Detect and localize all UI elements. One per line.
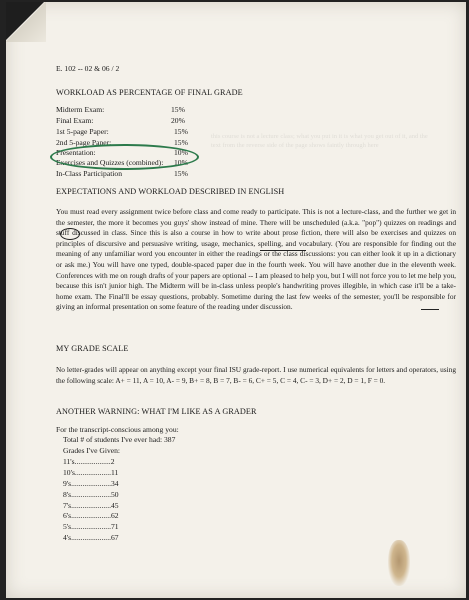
workload-value: 15%: [174, 127, 188, 136]
grade-distribution-item: 7's.....................45: [63, 500, 119, 510]
expectations-heading: EXPECTATIONS AND WORKLOAD DESCRIBED IN ENGLISH: [56, 187, 285, 196]
grade-scale-paragraph: [56, 365, 456, 386]
workload-label: 1st 5-page Paper:: [56, 127, 109, 136]
expectations-paragraph: [56, 207, 456, 313]
show-through-text: this course is not a lecture class; what you put in it is what you get out of it, and the text from the reverse side of the page shows faintly through here: [211, 133, 428, 149]
warning-heading: ANOTHER WARNING: WHAT I'M LIKE AS A GRADER: [56, 407, 257, 416]
warning-intro: For the transcript-conscious among you:: [56, 425, 179, 434]
workload-value: 10%: [174, 148, 188, 157]
workload-value: 15%: [174, 169, 188, 178]
workload-label: 2nd 5-page Paper:: [56, 138, 112, 147]
workload-label: In-Class Participation: [56, 169, 123, 178]
grade-distribution-item: 8's.....................50: [63, 489, 119, 499]
grade-distribution-item: 9's.....................34: [63, 478, 119, 488]
workload-value: 10%: [174, 158, 188, 167]
pen-circle-aka: [60, 228, 80, 240]
grade-distribution-item: 11's...................2: [63, 457, 115, 466]
workload-label: Midterm Exam:: [56, 105, 105, 114]
grade-distribution-list: [63, 457, 119, 544]
pen-underline-last: [421, 309, 439, 310]
pen-underline-discursive: [260, 250, 306, 251]
corner-shadow: [6, 2, 44, 40]
grade-scale-heading: MY GRADE SCALE: [56, 344, 129, 353]
workload-label: Presentation:: [56, 148, 96, 157]
total-students: Total # of students I've ever had: 387: [63, 435, 176, 444]
grade-scale-text: No letter-grades will appear on anything except your final ISU grade-report. I use numerical equivalents for letters and operators, using the following scale: A+ = 11, A = 10, A- = 9, B+ = 8, B = 7, B- = 6, C+ = 5, C = 4, C- = 3, D+ = 2, D = 1, F = 0.: [56, 365, 456, 385]
workload-heading: WORKLOAD AS PERCENTAGE OF FINAL GRADE: [56, 88, 243, 97]
green-pen-circle: [50, 144, 199, 170]
course-header: E. 102 -- 02 & 06 / 2: [56, 64, 120, 73]
workload-label: Final Exam:: [56, 116, 94, 125]
workload-value: 15%: [171, 105, 185, 114]
workload-value: 20%: [171, 116, 185, 125]
expectations-text: You must read every assignment twice before class and come ready to participate. This is not a lecture-class, and the further we get in the semester, the more it becomes you guys' show instead of mine. There will be unscheduled (a.k.a. "pop") quizzes on readings and stuff discussed in class. Since this is also a course in how to write about prose fiction, there will also be exercises and quizzes on principles of discursive and persuasive writing, usage, mechanics, spelling, and vocabulary. (You are responsible for finding out the meaning of any unfamiliar word you encounter in either the readings or the class discussions: you can either look it up in a dictionary or ask me.) You will have one typed, double-spaced paper due in the fourth week. You will have another due in the eleventh week. Conferences with me on rough drafts of your papers are optional -- I am pleased to help you, but I will not force you to let me help you, because this isn't junior high. The Midterm will be in-class unless people's handwriting proves illegible, in which case it'll be a take-home exam. The Final'll be essay questions, probably. Sometime during the last few weeks of the semester, you'll be responsible for giving an informal presentation on some feature of the reading under discussion.: [56, 207, 456, 312]
grade-distribution-item: 10's...................11: [63, 467, 119, 477]
grade-distribution-item: 5's.....................71: [63, 522, 119, 532]
grades-given-label: Grades I've Given:: [63, 446, 121, 455]
coffee-stain: [388, 540, 410, 586]
document-page: [6, 2, 466, 598]
grade-distribution-item: 4's.....................67: [63, 533, 119, 543]
workload-value: 15%: [174, 138, 188, 147]
workload-label: Exercises and Quizzes (combined):: [56, 158, 164, 167]
grade-distribution-item: 6's.....................62: [63, 511, 119, 521]
